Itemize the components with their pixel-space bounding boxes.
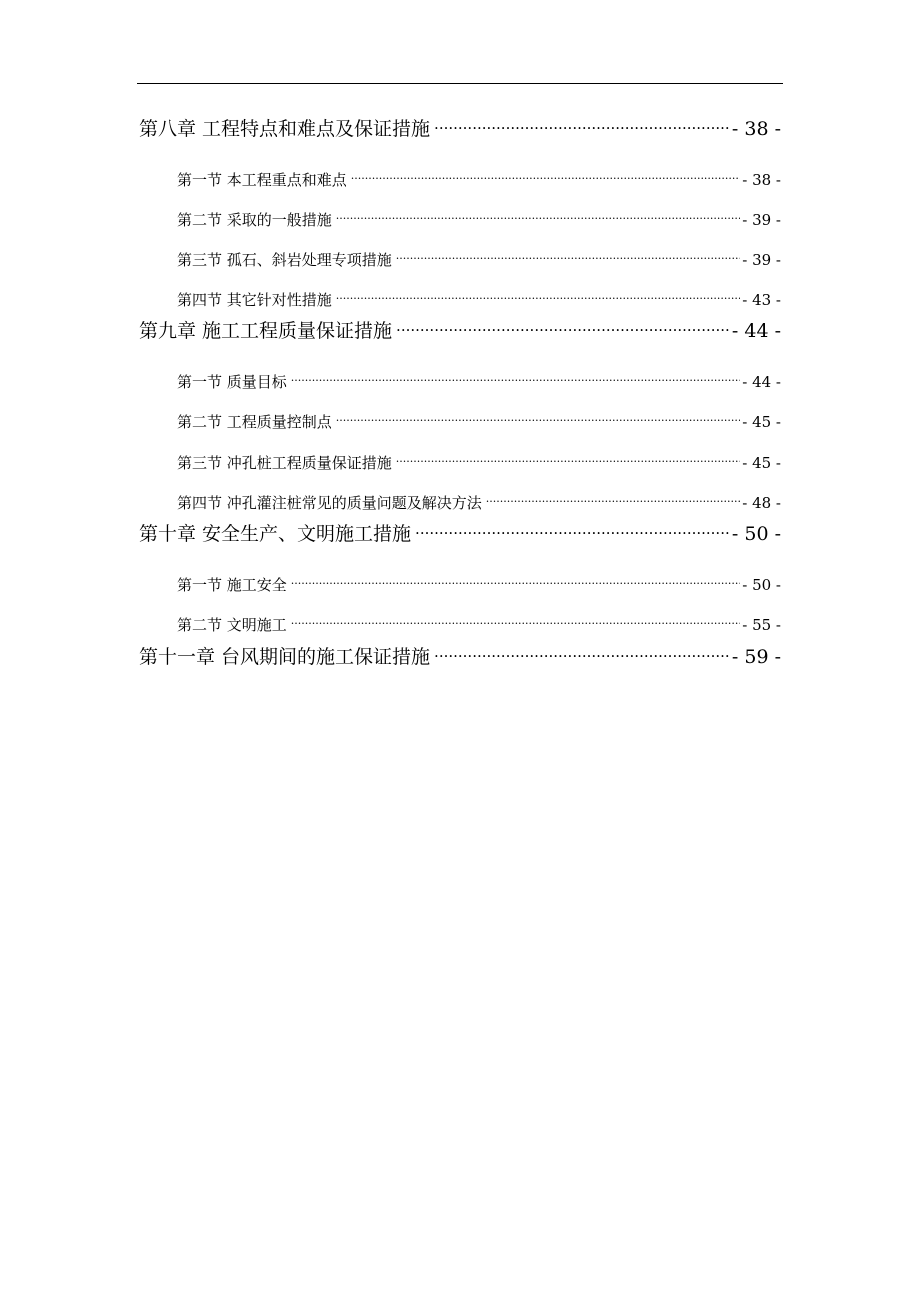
toc-section-8-4[interactable]: [177, 290, 781, 310]
toc-dot-leader: [434, 644, 730, 663]
toc-dot-leader: [396, 318, 730, 337]
toc-dot-leader: [336, 290, 740, 305]
toc-chapter-10[interactable]: [139, 521, 781, 546]
toc-dot-leader: [486, 493, 740, 508]
toc-chapter-8[interactable]: [139, 116, 781, 141]
header-rule: [137, 83, 783, 84]
toc-page-number: - 45 -: [742, 413, 781, 431]
toc-section-9-2[interactable]: [177, 412, 781, 432]
toc-dot-leader: [396, 453, 740, 468]
toc-page-number: - 59 -: [731, 646, 781, 668]
toc-page-number: - 48 -: [742, 494, 781, 512]
toc-section-8-3[interactable]: [177, 250, 781, 270]
toc-entry-label: 第二节 工程质量控制点: [177, 413, 332, 431]
toc-page-number: - 39 -: [742, 211, 781, 229]
toc-page-number: - 44 -: [742, 373, 781, 391]
toc-dot-leader: [351, 170, 740, 185]
toc-page-number: - 38 -: [742, 171, 781, 189]
toc-page-number: - 50 -: [731, 523, 781, 545]
toc-page-number: - 39 -: [742, 251, 781, 269]
toc-section-8-1[interactable]: [177, 170, 781, 190]
toc-entry-label: 第八章 工程特点和难点及保证措施: [139, 118, 431, 140]
toc-section-8-2[interactable]: [177, 210, 781, 230]
toc-entry-label: 第十章 安全生产、文明施工措施: [139, 523, 412, 545]
toc-page-number: - 44 -: [731, 320, 781, 342]
toc-entry-label: 第四节 冲孔灌注桩常见的质量问题及解决方法: [177, 494, 482, 512]
toc-chapter-11[interactable]: [139, 644, 781, 669]
toc-page-number: - 50 -: [742, 576, 781, 594]
toc-dot-leader: [336, 210, 740, 225]
toc-entry-label: 第一节 质量目标: [177, 373, 287, 391]
toc-section-9-3[interactable]: [177, 453, 781, 473]
toc-section-9-1[interactable]: [177, 372, 781, 392]
toc-entry-label: 第九章 施工工程质量保证措施: [139, 320, 393, 342]
toc-chapter-9[interactable]: [139, 318, 781, 343]
toc-section-10-2[interactable]: [177, 615, 781, 635]
toc-page-number: - 55 -: [742, 616, 781, 634]
toc-dot-leader: [291, 575, 740, 590]
toc-entry-label: 第一节 施工安全: [177, 576, 287, 594]
toc-entry-label: 第二节 采取的一般措施: [177, 211, 332, 229]
toc-entry-label: 第三节 孤石、斜岩处理专项措施: [177, 251, 392, 269]
toc-dot-leader: [291, 372, 740, 387]
toc-dot-leader: [336, 412, 740, 427]
toc-entry-label: 第十一章 台风期间的施工保证措施: [139, 646, 431, 668]
toc-page-number: - 38 -: [731, 118, 781, 140]
toc-section-9-4[interactable]: [177, 493, 781, 513]
toc-dot-leader: [415, 521, 730, 540]
toc-page-number: - 45 -: [742, 454, 781, 472]
toc-entry-label: 第二节 文明施工: [177, 616, 287, 634]
toc-page-number: - 43 -: [742, 291, 781, 309]
toc-entry-label: 第三节 冲孔桩工程质量保证措施: [177, 454, 392, 472]
toc-section-10-1[interactable]: [177, 575, 781, 595]
toc-entry-label: 第四节 其它针对性措施: [177, 291, 332, 309]
toc-dot-leader: [396, 250, 740, 265]
toc-entry-label: 第一节 本工程重点和难点: [177, 171, 347, 189]
toc-dot-leader: [291, 615, 740, 630]
toc-dot-leader: [434, 116, 730, 135]
